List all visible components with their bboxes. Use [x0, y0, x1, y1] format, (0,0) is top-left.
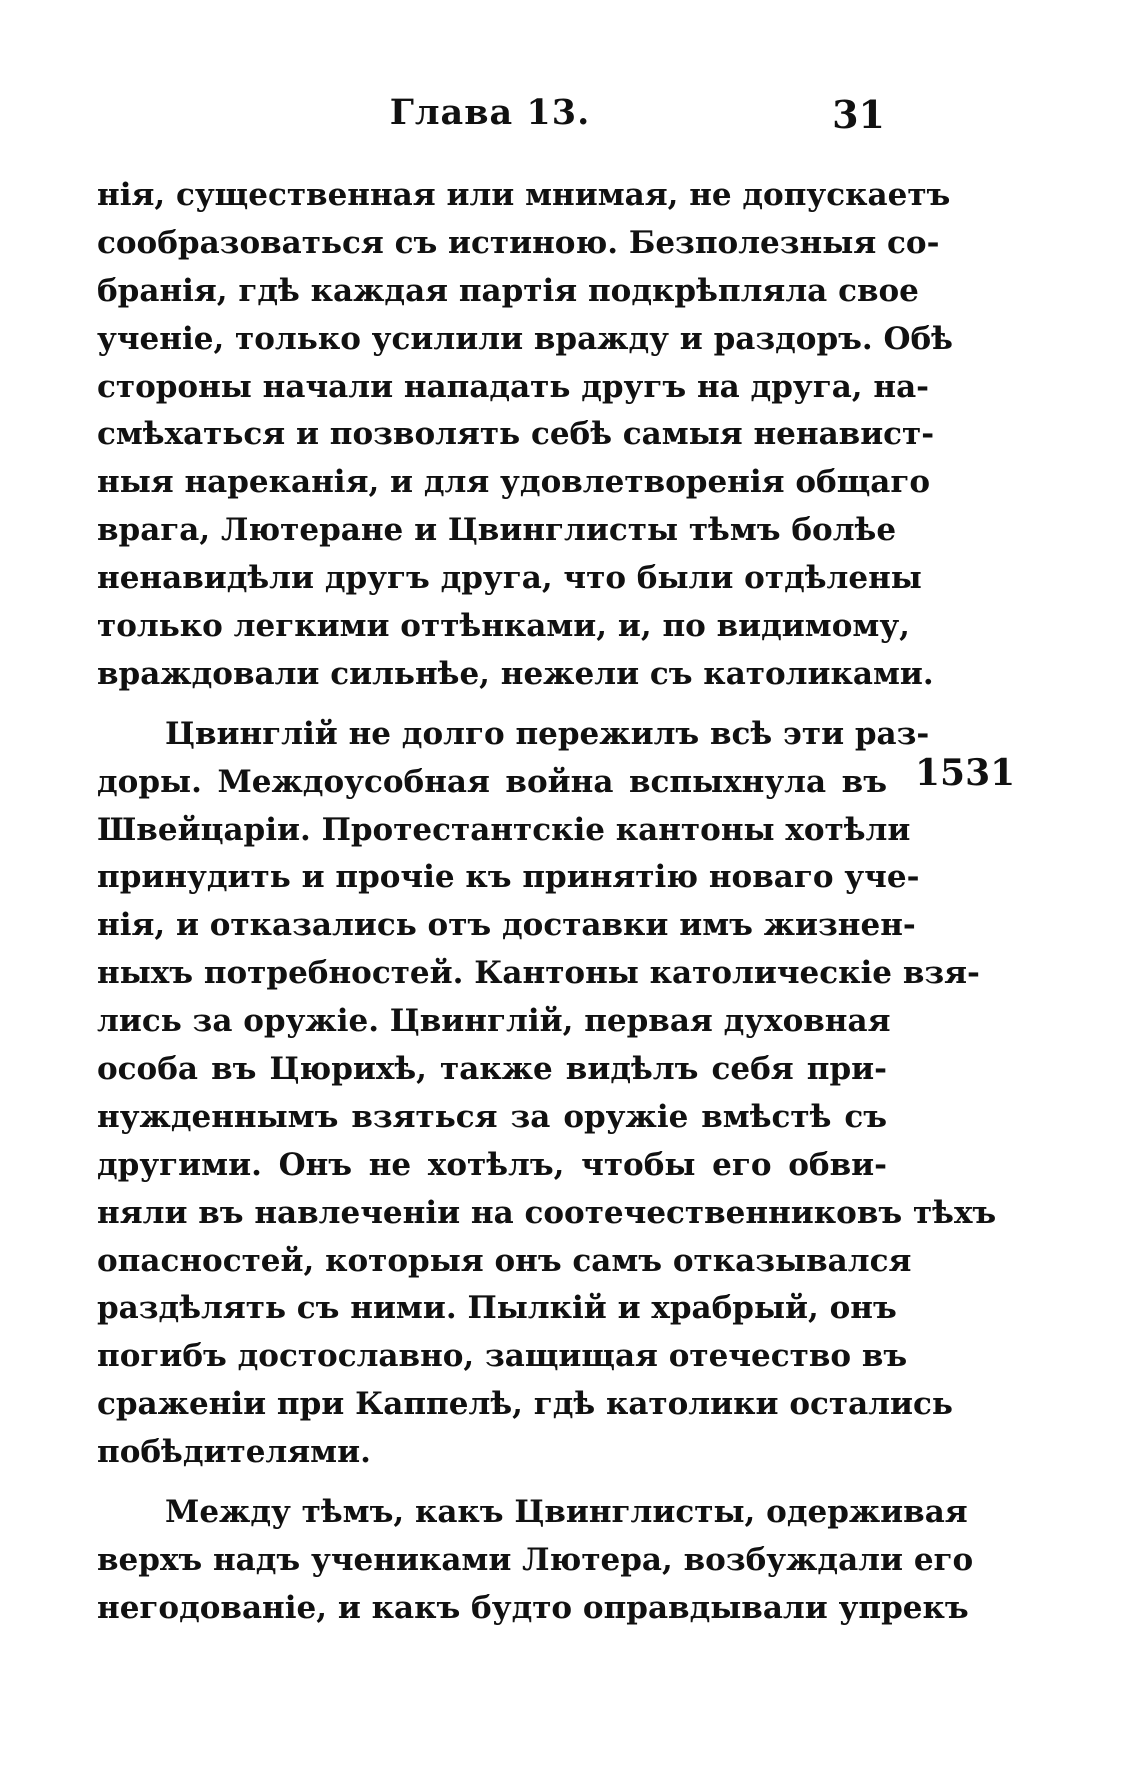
text-line: только легкими оттѣнками, и, по видимому,	[97, 608, 910, 645]
text-line: опасностей, которыя онъ самъ отказывался	[97, 1242, 912, 1279]
text-line: Швейцаріи. Протестантскіе кантоны хотѣли	[97, 811, 911, 848]
text-line: сообразоваться съ истиною. Безполезныя со-	[97, 224, 940, 261]
text-line: ученіе, только усилили вражду и раздоръ. Обѣ	[97, 320, 953, 357]
text-line: нужденнымъ взяться за оружіе вмѣстѣ съ	[97, 1098, 887, 1135]
text-line: смѣхаться и позволять себѣ самыя ненавист-	[97, 416, 935, 453]
text-line: Цвинглій не долго пережилъ всѣ эти раз-	[165, 715, 930, 752]
text-line: нія, и отказались отъ доставки имъ жизнен-	[97, 907, 916, 944]
text-line: другими. Онъ не хотѣлъ, чтобы его обви-	[97, 1146, 887, 1183]
page-number: 31	[832, 92, 885, 137]
text-line: бранія, гдѣ каждая партія подкрѣпляла свое	[97, 272, 919, 309]
text-line: особа въ Цюрихѣ, также видѣлъ себя при-	[97, 1051, 887, 1088]
text-line: нія, существенная или мнимая, не допускаетъ	[97, 177, 951, 213]
text-line: няли въ навлеченіи на соотечественниковъ тѣхъ	[97, 1194, 997, 1231]
text-line: погибъ достославно, защищая отечество въ	[97, 1338, 908, 1375]
text-line: лись за оружіе. Цвинглій, первая духовная	[97, 1003, 891, 1040]
margin-year-note: 1531	[915, 752, 1016, 794]
page-header	[95, 92, 885, 142]
text-line: врага, Лютеране и Цвинглисты тѣмъ болѣе	[97, 512, 897, 549]
text-line: верхъ надъ учениками Лютера, возбуждали его	[97, 1541, 974, 1578]
paragraph-1	[97, 172, 953, 699]
text-line: негодованіе, и какъ будто оправдывали упрекъ	[97, 1589, 969, 1626]
text-line: раздѣлять съ ними. Пылкій и храбрый, онъ	[97, 1290, 897, 1327]
text-line: ненавидѣли другъ друга, что были отдѣлены	[97, 560, 922, 597]
text-line: побѣдителями.	[97, 1434, 371, 1471]
running-title: Глава 13.	[389, 92, 591, 133]
text-line: враждовали сильнѣе, нежели съ католиками.	[97, 655, 934, 692]
text-line: сраженіи при Каппелѣ, гдѣ католики остались	[97, 1386, 953, 1423]
text-line: Между тѣмъ, какъ Цвинглисты, одерживая	[165, 1494, 968, 1531]
text-line: стороны начали нападать другъ на друга, на-	[97, 368, 930, 405]
text-line: доры. Междоусобная война вспыхнула въ	[97, 763, 887, 800]
text-line: ныя нареканія, и для удовлетворенія общаго	[97, 464, 931, 501]
text-line: ныхъ потребностей. Кантоны католическіе взя-	[97, 955, 980, 992]
text-line: принудить и прочіе къ принятію новаго уче-	[97, 859, 920, 896]
paragraph-3	[97, 1489, 974, 1633]
